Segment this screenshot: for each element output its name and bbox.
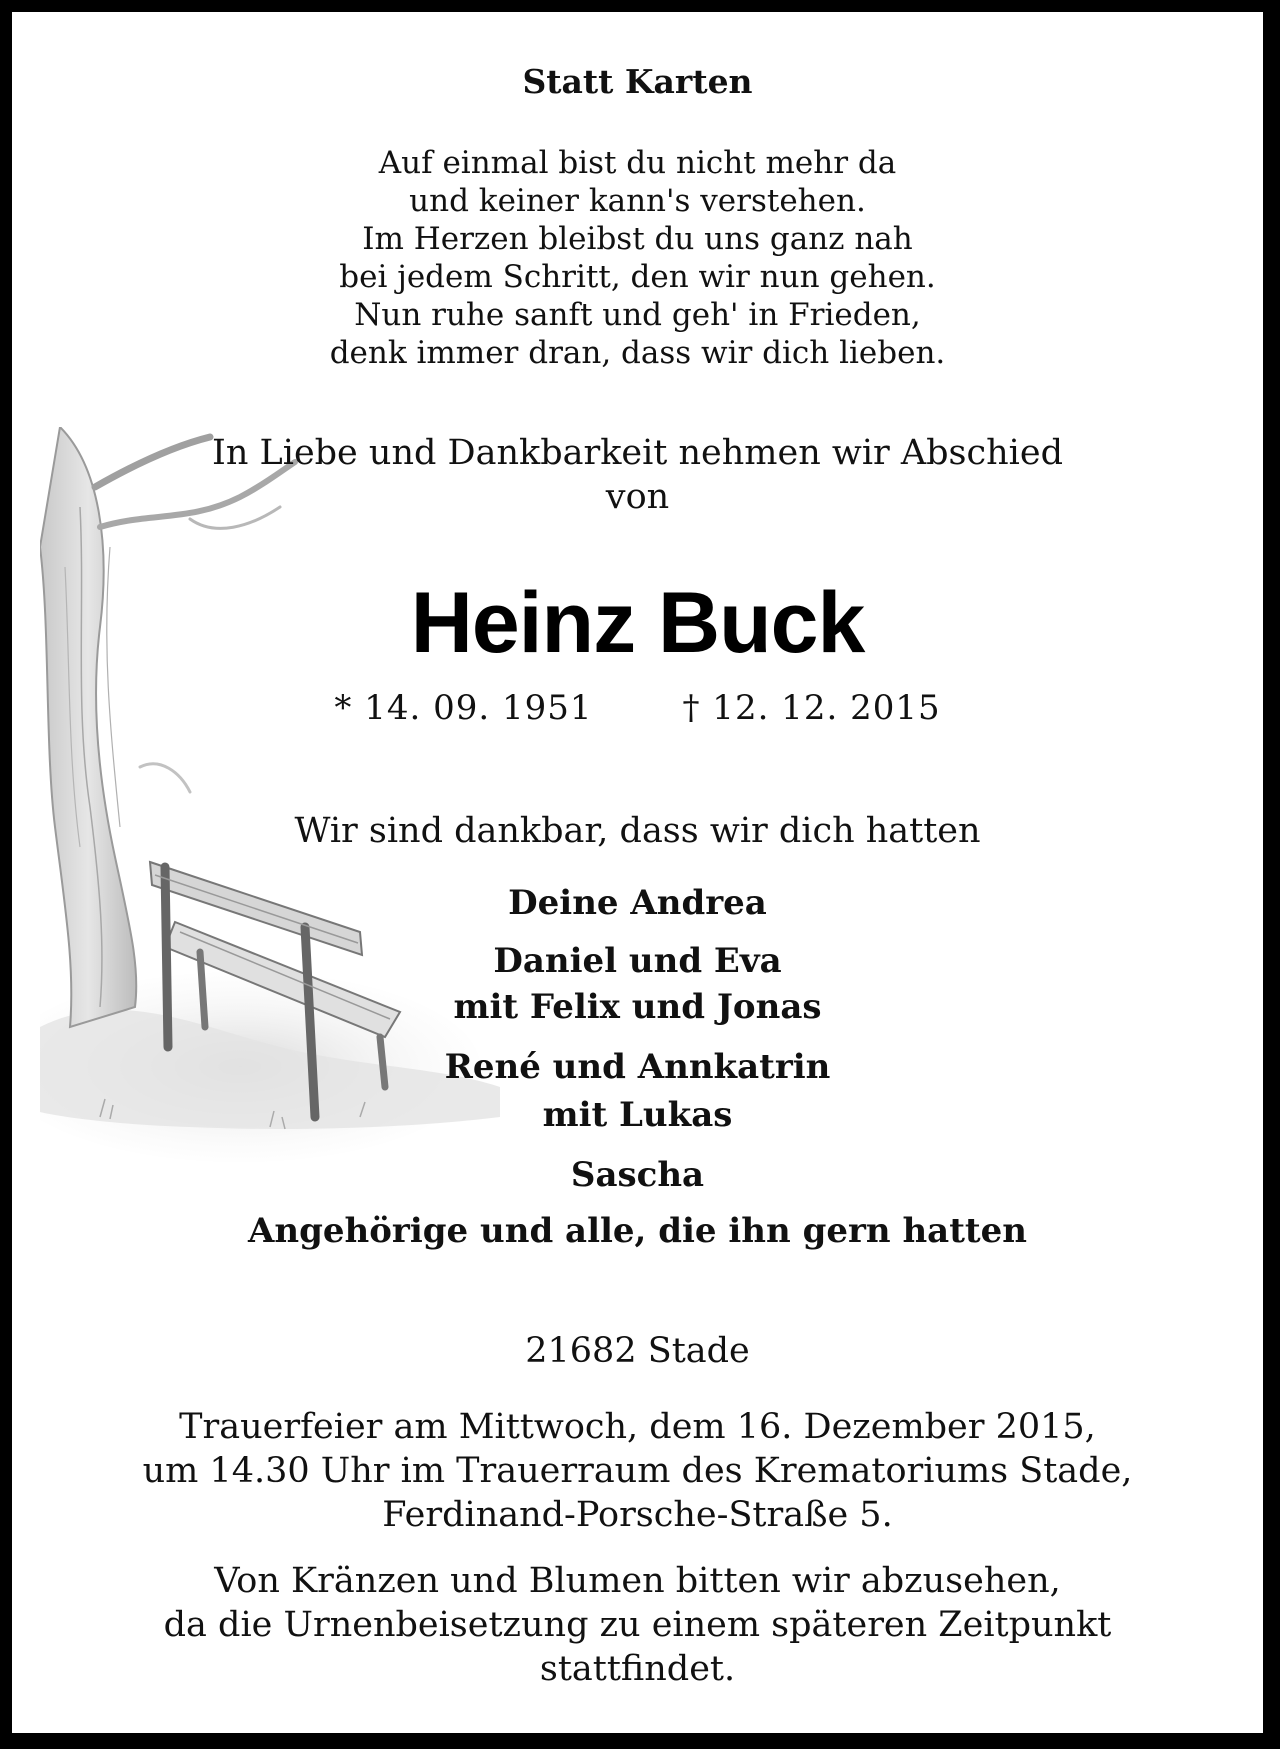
- farewell-von: von: [605, 477, 670, 517]
- poem-line: Nun ruhe sanft und geh' in Frieden,: [354, 297, 921, 333]
- poem-line: Auf einmal bist du nicht mehr da: [378, 145, 897, 181]
- request-line: da die Urnenbeisetzung zu einem späteren Zeitpunkt: [163, 1605, 1112, 1645]
- ceremony-line: um 14.30 Uhr im Trauerraum des Krematoriums Stade,: [142, 1451, 1133, 1491]
- family-line: mit Lukas: [542, 1095, 733, 1135]
- family-line: Sascha: [570, 1155, 705, 1195]
- gratitude-line: Wir sind dankbar, dass wir dich hatten: [294, 811, 981, 851]
- location-line: 21682 Stade: [525, 1331, 750, 1371]
- ceremony-line: Trauerfeier am Mittwoch, dem 16. Dezember 2015,: [179, 1407, 1096, 1447]
- deceased-name: Heinz Buck: [410, 575, 865, 671]
- header-statt-karten: Statt Karten: [522, 62, 753, 101]
- death-date: † 12. 12. 2015: [682, 688, 941, 728]
- family-line: Deine Andrea: [508, 883, 767, 923]
- family-line: René und Annkatrin: [444, 1047, 831, 1087]
- farewell-line: In Liebe und Dankbarkeit nehmen wir Abschied: [212, 433, 1063, 473]
- ceremony-line: Ferdinand-Porsche-Straße 5.: [382, 1495, 893, 1535]
- request-line: stattfindet.: [539, 1649, 736, 1689]
- poem-line: bei jedem Schritt, den wir nun gehen.: [339, 259, 936, 295]
- family-line: Angehörige und alle, die ihn gern hatten: [248, 1211, 1027, 1251]
- poem-line: denk immer dran, dass wir dich lieben.: [329, 335, 946, 371]
- birth-date: * 14. 09. 1951: [334, 688, 593, 728]
- life-dates: [12, 688, 1263, 728]
- request-line: Von Kränzen und Blumen bitten wir abzusehen,: [214, 1561, 1061, 1601]
- poem-line: Im Herzen bleibst du uns ganz nah: [362, 221, 913, 257]
- family-line: Daniel und Eva: [493, 941, 782, 981]
- family-line: mit Felix und Jonas: [453, 987, 822, 1027]
- poem-line: und keiner kann's verstehen.: [409, 183, 866, 219]
